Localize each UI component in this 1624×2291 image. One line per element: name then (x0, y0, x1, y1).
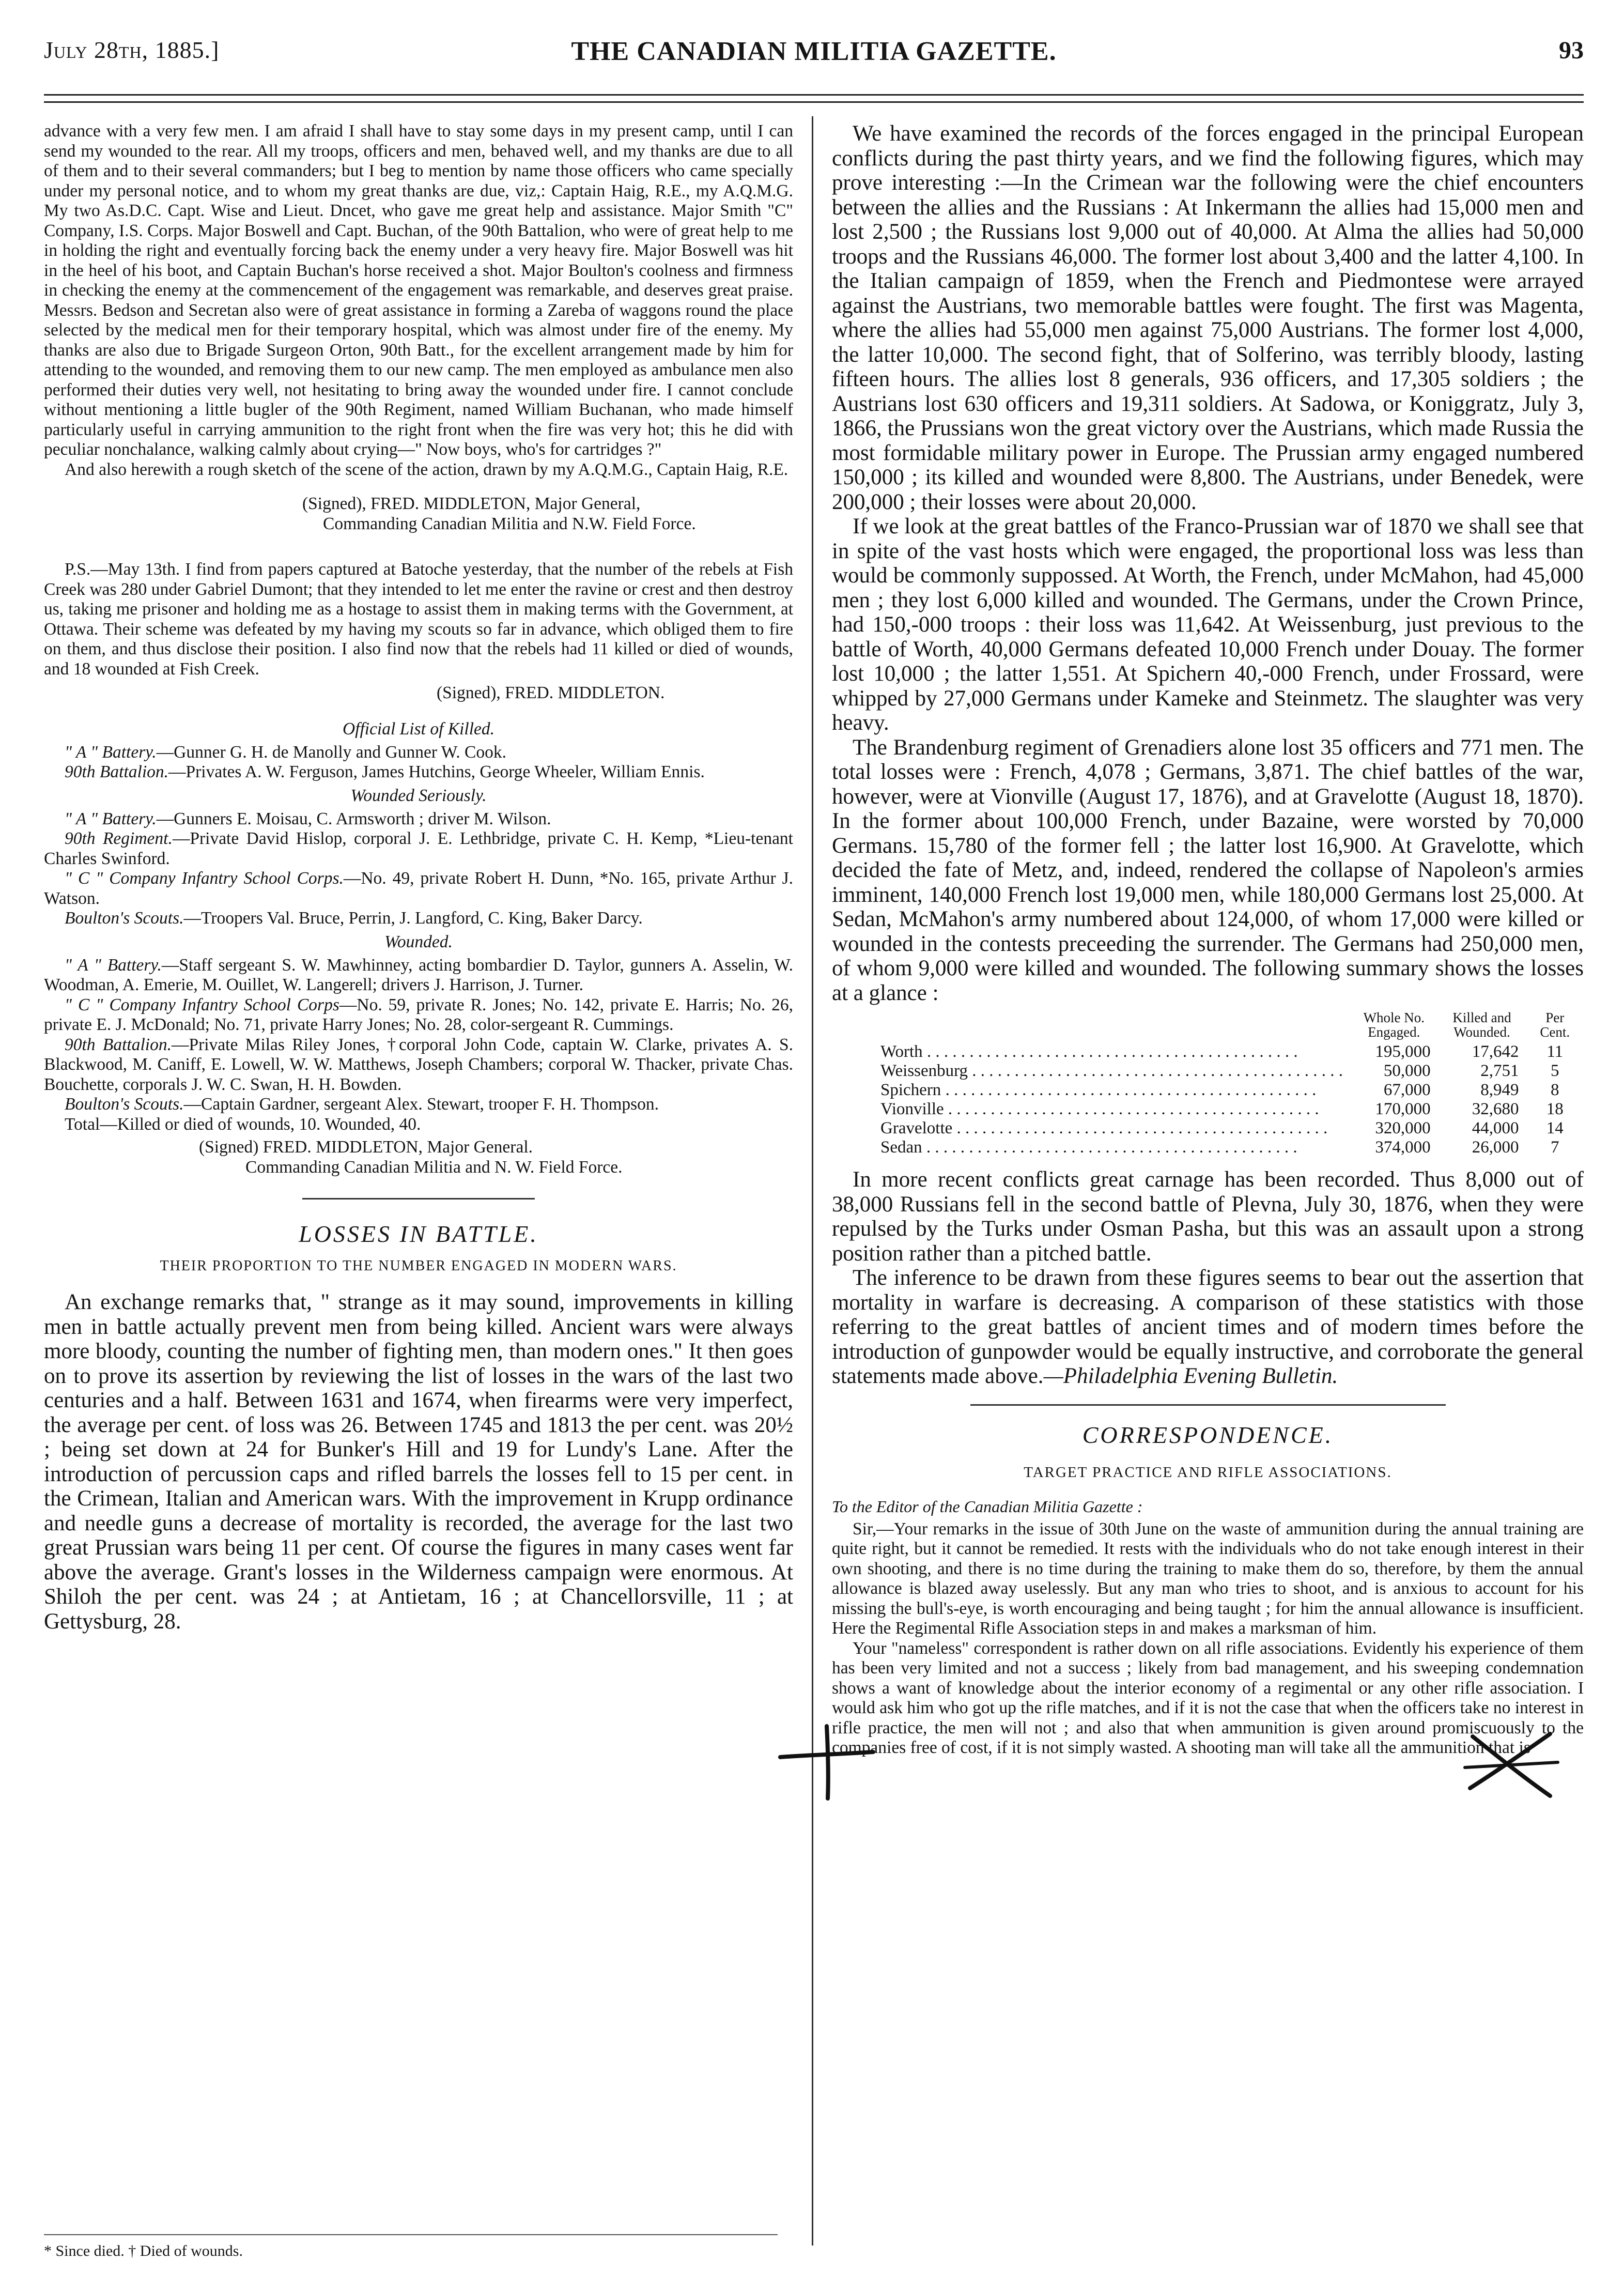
killed-cell: 44,000 (1472, 1119, 1519, 1137)
killed-cell: 26,000 (1472, 1138, 1519, 1157)
table-row (873, 1081, 1584, 1100)
table-header-cell: Whole No. Engaged. (1363, 1010, 1425, 1040)
total-line: Total—Killed or died of wounds, 10. Wounded, 40. (65, 1114, 421, 1134)
battle-name: Weissenburg (880, 1062, 968, 1080)
table-row (873, 1138, 1584, 1157)
list-item: " A " Battery.—Gunner G. H. de Manolly and Gunner W. Cook. (65, 742, 507, 762)
section-divider (970, 1404, 1446, 1406)
table-row (873, 1119, 1584, 1138)
killed-cell: 32,680 (1472, 1100, 1519, 1118)
engaged-cell: 50,000 (1383, 1062, 1431, 1080)
wounded-seriously-heading: Wounded Seriously. (350, 786, 487, 805)
signature-1: (Signed), FRED. MIDDLETON, Major General, (302, 494, 641, 513)
left-column (44, 121, 793, 2260)
losses-summary-table (832, 1010, 1584, 1157)
percent-cell: 5 (1550, 1062, 1559, 1080)
engaged-cell: 67,000 (1383, 1081, 1431, 1099)
section-divider (302, 1198, 535, 1200)
signature-1-title: Commanding Canadian Militia and N.W. Field Force. (323, 514, 696, 533)
correspondence-title: CORRESPONDENCE. (1082, 1421, 1334, 1448)
signature-2: (Signed), FRED. MIDDLETON. (437, 683, 665, 702)
table-header-cell: Per Cent. (1540, 1010, 1570, 1040)
table-header-cell: Killed and Wounded. (1452, 1010, 1511, 1040)
to-editor-line: To the Editor of the Canadian Militia Gazette : (832, 1497, 1143, 1516)
header-rule-top (44, 94, 1584, 96)
column-divider (812, 116, 813, 2246)
list-item: Boulton's Scouts.—Captain Gardner, sergeant Alex. Stewart, trooper F. H. Thompson. (65, 1095, 659, 1114)
table-row (873, 1042, 1584, 1062)
killed-cell: 2,751 (1480, 1062, 1519, 1080)
article-paragraph-5: The inference to be drawn from these figures seems to bear out the assertion that mortality in warfare is decreasing. A comparison of these statistics with those referring to the great battles of ancient times and of modern times before the introduction of gunpowder would be equally instructive, and corroborate the general statements made above.—Philadelphia Evening Bulletin. (832, 1266, 1584, 1388)
newspaper-title: THE CANADIAN MILITIA GAZETTE. (571, 37, 1057, 66)
killed-heading: Official List of Killed. (342, 719, 495, 739)
list-item: 90th Regiment.—Private David Hislop, corporal J. E. Lethbridge, private C. H. Kemp, *Lieu-tenant Charles Swinford. (44, 829, 793, 868)
losses-title: LOSSES IN BATTLE. (299, 1221, 538, 1247)
battle-name: Spichern (880, 1081, 941, 1099)
battle-name: Vionville (880, 1100, 944, 1118)
percent-cell: 14 (1546, 1119, 1564, 1137)
postscript-paragraph: P.S.—May 13th. I find from papers captured at Batoche yesterday, that the number of the rebels at Fish Creek was 280 under Gabriel Dumont; that they intended to let me enter the ravine or crest and then destroy us, taking me prisoner and holding me as a hostage to assist them in making terms with the Government, at Ottawa. Their scheme was defeated by my having my scouts so far in advance, which obliged them to fire on them, and thus disclose their position. I also find now that the rebels had 11 killed or died of wounds, and 18 wounded at Fish Creek. (44, 560, 793, 679)
correspondence-subtitle: TARGET PRACTICE AND RIFLE ASSOCIATIONS. (1024, 1464, 1392, 1481)
killed-cell: 17,642 (1472, 1042, 1519, 1061)
table-row (873, 1100, 1584, 1119)
sketch-paragraph: And also herewith a rough sketch of the scene of the action, drawn by my A.Q.M.G., Captain Haig, R.E. (65, 459, 788, 479)
article-paragraph-3: The Brandenburg regiment of Grenadiers alone lost 35 officers and 771 men. The total losses were : French, 4,078 ; Germans, 3,871. The chief battles of the war, however, were at Vionville (August 17, 1876), and at Gravelotte (August 18, 1870). In the former about 100,000 French, under Bazaine, were worsted by 70,000 Germans. 15,780 of the former fell ; the latter lost 16,900. At Gravelotte, which decided the fate of Metz, and, indeed, rendered the collapse of Napoleon's armies imminent, 140,000 French lost 19,000 men, while 180,000 Germans lost 25,000. At Sedan, McMahon's army numbered about 124,000, of whom 17,000 were killed or wounded in the contests preceeding the surrender. The Germans had 250,000 men, of whom 9,000 were killed and wounded. The following summary shows the losses at a glance : (832, 735, 1584, 1005)
letter-paragraph-1: Sir,—Your remarks in the issue of 30th June on the waste of ammunition during the annual training are quite right, but it cannot be remedied. It rests with the individuals who do not take enough interest in their own shooting, and there is no time during the training to make them do so, therefore, by them the annual allowance is blazed away uselessly. But any man who tries to shoot, and is anxious to account for his missing the bull's-eye, is worth encouraging and being taught ; for him the annual allowance is insufficient. Here the Regimental Rifle Association steps in and makes a marksman of him. (832, 1519, 1584, 1638)
percent-cell: 7 (1550, 1138, 1559, 1157)
header-rule-bottom (44, 101, 1584, 103)
battle-name: Worth (880, 1042, 923, 1061)
engaged-cell: 320,000 (1375, 1119, 1431, 1137)
report-paragraph: advance with a very few men. I am afraid I shall have to stay some days in my present camp, until I can send my wounded to the rear. All my troops, officers and men, behaved well, and my thanks are due to all of them and to their several commanders; but I beg to mention by name those officers who came specially under my personal notice, and to whom my great thanks are due, viz,: Captain Haig, R.E., my A.Q.M.G. My two As.D.C. Capt. Wise and Lieut. Dncet, who gave me great help and assistance. Major Smith "C" Company, I.S. Corps. Major Boswell and Capt. Buchan, of the 90th Battalion, who were of great help to me in holding the right and eventually forcing back the enemy under a very heavy fire. Major Boswell was hit in the heel of his boot, and Captain Buchan's horse received a shot. Major Boulton's coolness and firmness in checking the enemy at the commencement of the engagement was remarkable, and deserves great praise. Messrs. Bedson and Secretan also were of great assistance in forming a Zareba of waggons round the place selected by the medical men for their temporary hospital, which was almost under fire of the enemy. My thanks are also due to Brigade Surgeon Orton, 90th Batt., for the excellent arrangement made by him for attending to the wounded, and removing them to our new camp. The men employed as ambulance men also performed their duties very well, not hesitating to bring away the wounded under fire. I cannot conclude without mentioning a little bugler of the 90th Regiment, named William Buchanan, who made himself particularly useful in carrying ammunition to the right front when the fire was very hot; this he did with peculiar nonchalance, walking calmly about crying—" Now boys, who's for cartridges ?" (44, 121, 793, 459)
killed-cell: 8,949 (1480, 1081, 1519, 1099)
letter-paragraph-2: Your "nameless" correspondent is rather down on all rifle associations. Evidently his experience of them has been very limited and not a success ; likely from bad management, and his sweeping condemnation shows a want of knowledge about the interior economy of a regimental or any other rifle association. I would ask him who got up the rifle matches, and if it is not the case that when the officers take no interest in rifle practice, the men will not ; and also that when ammunition is given around promiscuously to the companies free of cost, if it is not simply wasted. A shooting man will take all the ammunition that is (832, 1638, 1584, 1757)
article-paragraph-4: In more recent conflicts great carnage has been recorded. Thus 8,000 out of 38,000 Russians fell in the second battle of Plevna, July 30, 1876, when they were repulsed by the Turks under Osman Pasha, but this was an assault upon a strong position rather than a pitched battle. (832, 1167, 1584, 1266)
article-paragraph-1: We have examined the records of the forces engaged in the principal European conflicts during the past thirty years, and we find the following figures, which may prove interesting :—In the Crimean war the following were the chief encounters between the allies and the Russians : At Inkermann the allies had 15,000 men and lost 2,500 ; the Russians lost 9,000 out of 40,000. At Alma the allies had 50,000 troops and the Russians 46,000. The former lost about 3,400 and the latter 4,100. In the Italian campaign of 1859, when the French and Piedmontese were arrayed against the Austrians, two memorable battles were fought. The first was Magenta, where the allies had 55,000 men against 75,000 Austrians. The former lost 4,000, the latter 10,000. The second fight, that of Solferino, was terribly bloody, lasting fifteen hours. The allies lost 8 generals, 936 officers, and 17,305 soldiers ; the Austrians lost 630 officers and 19,311 soldiers. At Sadowa, or Koniggratz, July 3, 1866, the Prussians won the great victory over the Austrians, which made Russia the most formidable military power in Europe. The Prussian army engaged numbered 150,000 ; its killed and wounded were 8,800. The Austrians, under Benedek, were 200,000 ; their losses were about 20,000. (832, 121, 1584, 514)
wounded-heading: Wounded. (384, 932, 453, 951)
losses-paragraph: An exchange remarks that, " strange as it may sound, improvements in killing men in battle actually prevent men from being killed. Ancient wars were always more bloody, counting the number of fighting men, than modern ones." It then goes on to prove its assertion by reviewing the list of losses in the wars of the last two centuries and a half. Between 1631 and 1674, when firearms were very imperfect, the average per cent. of loss was 26. Between 1745 and 1813 the per cent. was 20½ ; being set down at 24 for Bunker's Hill and 19 for Lundy's Lane. After the introduction of percussion caps and rifled barrels the losses fell to 15 per cent. in the Crimean, Italian and American wars. With the improvement in Krupp ordinance and needle guns a decrease of mortality is recorded, the average for the last two great Prussian wars being 11 per cent. Of course the figures in many cases went far above the average. Grant's losses in the Wilderness campaign were enormous. At Shiloh the per cent. was 24 ; at Antietam, 16 ; at Chancellorsville, 11 ; at Gettysburg, 28. (44, 1290, 793, 1634)
issue-date: July 28th, 1885.] (44, 37, 220, 63)
footnote-rule (44, 2234, 778, 2235)
correspondence-heading (832, 1421, 1584, 1449)
percent-cell: 18 (1546, 1100, 1564, 1118)
x-mark-icon (1462, 1726, 1560, 1804)
losses-subtitle: THEIR PROPORTION TO THE NUMBER ENGAGED IN MODERN WARS. (160, 1258, 677, 1274)
list-item: Boulton's Scouts.—Troopers Val. Bruce, Perrin, J. Langford, C. King, Baker Darcy. (65, 909, 643, 928)
article-paragraph-2: If we look at the great battles of the Franco-Prussian war of 1870 we shall see that in spite of the vast hosts which were engaged, the proportional loss was less than would be commonly suppossed. At Worth, the French, under McMahon, had 45,000 men ; they lost 6,000 killed and wounded. The Germans, under the Crown Prince, had 150,-000 troops : their loss was 11,642. At Weissenburg, just previous to the battle of Worth, 40,000 Germans defeated 10,000 French under Douay. The former lost 10,000 ; the latter 1,551. At Spichern 40,-000 French, under Frossard, were whipped by 27,000 Germans under Kameke and Steinmetz. The slaughter was very heavy. (832, 514, 1584, 735)
article-source: —Philadelphia Evening Bulletin. (1043, 1364, 1338, 1388)
table-header-row (873, 1010, 1584, 1042)
table-row (873, 1062, 1584, 1081)
signature-3: (Signed) FRED. MIDDLETON, Major General. (199, 1137, 533, 1157)
list-item: " C " Company Infantry School Corps.—No. 49, private Robert H. Dunn, *No. 165, private Arthur J. Watson. (44, 869, 793, 908)
percent-cell: 8 (1550, 1081, 1559, 1099)
engaged-cell: 374,000 (1375, 1138, 1431, 1157)
list-item: 90th Battalion.—Private Milas Riley Jones, †corporal John Code, captain W. Clarke, privates A. S. Blackwood, M. Caniff, E. Lowell, W. W. Matthews, Joseph Chambers; corporal W. Thacker, private Chas. Bouchette, corporals J. W. C. Swan, H. H. Bowden. (44, 1035, 793, 1094)
footnote: * Since died. † Died of wounds. (44, 2242, 243, 2259)
right-column (832, 121, 1584, 2260)
percent-cell: 11 (1546, 1042, 1564, 1061)
page-number: 93 (1559, 37, 1584, 64)
list-item: " A " Battery.—Staff sergeant S. W. Mawhinney, acting bombardier D. Taylor, gunners A. Asselin, W. Woodman, A. Emerie, M. Ouillet, W. Langerell; drivers J. Harrison, J. Turner. (44, 955, 793, 994)
table-header-cell (873, 1010, 1350, 1042)
battle-name: Sedan (880, 1138, 922, 1157)
signature-3-title: Commanding Canadian Militia and N. W. Field Force. (245, 1157, 623, 1177)
cross-mark-icon (775, 1721, 878, 1804)
battle-name: Gravelotte (880, 1119, 953, 1137)
engaged-cell: 170,000 (1375, 1100, 1431, 1118)
page-header (44, 36, 1584, 72)
engaged-cell: 195,000 (1375, 1042, 1431, 1061)
list-item: 90th Battalion.—Privates A. W. Ferguson, James Hutchins, George Wheeler, William Ennis. (65, 762, 705, 781)
list-item: " A " Battery.—Gunners E. Moisau, C. Armsworth ; driver M. Wilson. (65, 809, 551, 828)
list-item: " C " Company Infantry School Corps—No. 59, private R. Jones; No. 142, private E. Harris; No. 26, private E. J. McDonald; No. 71, private Harry Jones; No. 28, color-sergeant R. Cummings. (44, 995, 793, 1034)
